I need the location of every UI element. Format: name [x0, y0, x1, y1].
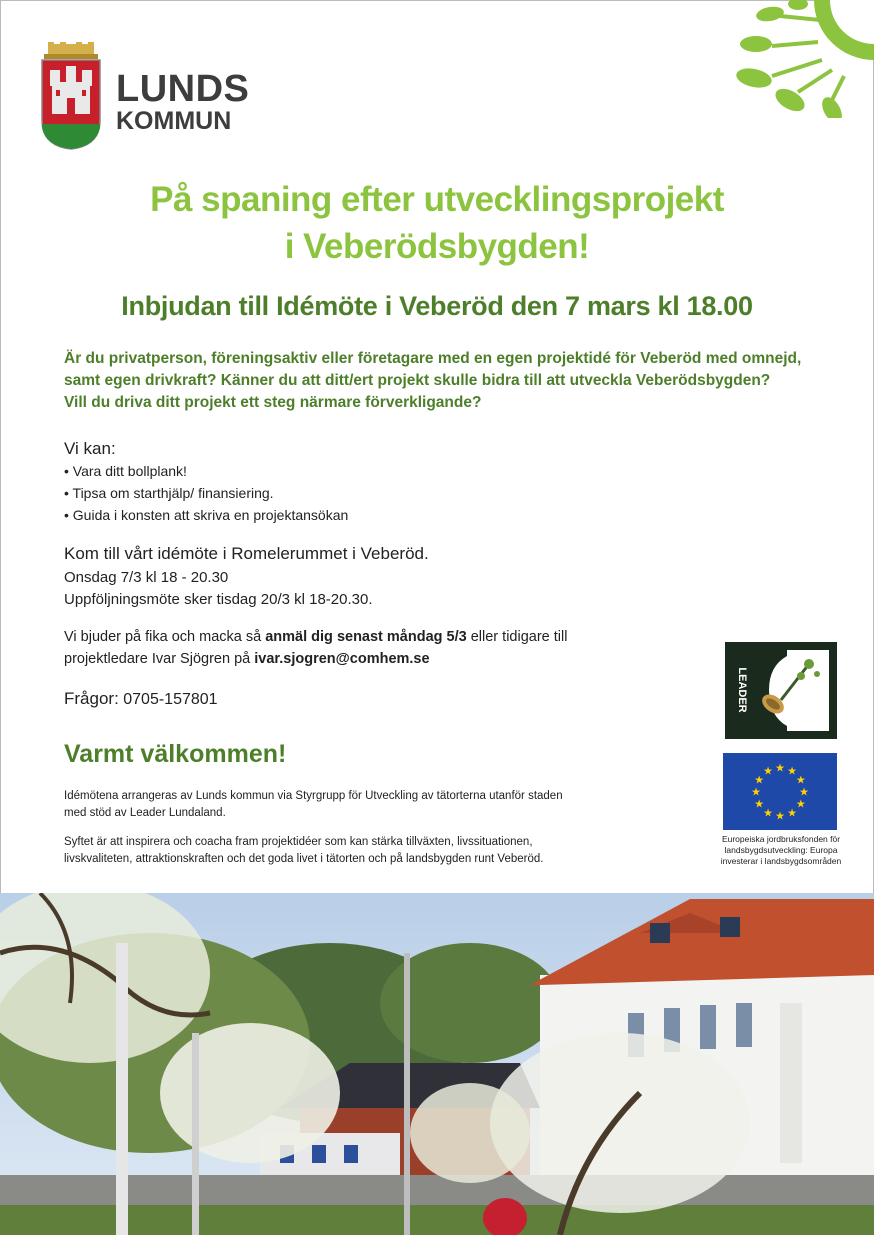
eu-star-icon: ★	[754, 774, 765, 787]
eu-caption-line: landsbygdsutveckling: Europa	[724, 845, 838, 855]
page-subtitle: Inbjudan till Idémöte i Veberöd den 7 mars kl 18.00	[121, 291, 753, 321]
eu-star-icon: ★	[795, 798, 806, 811]
questions-label: Frågor:	[64, 689, 119, 708]
eu-star-icon: ★	[763, 765, 773, 778]
intro-line: samt egen drivkraft? Känner du att ditt/ert projekt skulle bidra till att utveckla Veberödsbygden?	[64, 372, 771, 389]
registration-deadline: anmäl dig senast måndag 5/3	[265, 629, 467, 645]
eu-star-icon: ★	[775, 762, 785, 775]
bullet-list	[64, 460, 348, 526]
leader-logo-icon	[725, 642, 837, 739]
intro-paragraph	[64, 348, 844, 414]
eu-caption	[716, 834, 846, 867]
eu-caption-line: investerar i landsbygdsområden	[720, 856, 842, 866]
registration-paragraph	[64, 626, 664, 670]
intro-line: Vill du driva ditt projekt ett steg närmare förverkligande?	[64, 394, 482, 411]
phone-number: 0705-157801	[123, 691, 218, 708]
eu-star-icon: ★	[751, 786, 761, 799]
eu-star-icon: ★	[799, 786, 809, 799]
note-line: med stöd av Leader Lundaland.	[64, 807, 226, 819]
registration-text: projektledare Ivar Sjögren på	[64, 651, 255, 667]
list-item: • Tipsa om starthjälp/ finansiering.	[64, 485, 274, 501]
followup-date: Uppföljningsmöte sker tisdag 20/3 kl 18-20.30.	[64, 591, 373, 608]
list-item: • Guida i konsten att skriva en projektansökan	[64, 507, 349, 523]
eu-star-icon: ★	[787, 807, 797, 820]
meeting-date: Onsdag 7/3 kl 18 - 20.30	[64, 569, 229, 586]
logo-text-lunds: LUNDS	[116, 68, 250, 110]
note-line: Syftet är att inspirera och coacha fram projektidéer som kan stärka tillväxten, livssituationen,	[64, 836, 533, 848]
eu-star-icon: ★	[775, 810, 785, 823]
page-title	[60, 176, 814, 270]
leader-logo	[725, 642, 837, 739]
logo-text-kommun: KOMMUN	[116, 107, 232, 135]
title-line-1: På spaning efter utvecklingsprojekt	[150, 180, 724, 219]
intro-line: Är du privatperson, föreningsaktiv eller företagare med en egen projektidé för Veberöd med omnejd,	[64, 350, 802, 367]
purpose-note	[64, 834, 644, 868]
eu-star-icon: ★	[754, 798, 765, 811]
lunds-crest-icon	[40, 42, 102, 150]
eu-flag-icon	[723, 753, 837, 830]
eu-star-icon: ★	[763, 807, 773, 820]
lunds-kommun-logo	[40, 42, 255, 152]
registration-text: eller tidigare till	[466, 629, 568, 645]
welcome-heading: Varmt välkommen!	[64, 740, 287, 768]
leader-logo-text: LEADER	[736, 667, 748, 713]
list-item: • Vara ditt bollplank!	[64, 463, 187, 479]
eu-star-icon: ★	[787, 765, 797, 778]
contact-email-link[interactable]: ivar.sjogren@comhem.se	[254, 651, 430, 667]
veberod-photo	[0, 893, 874, 1235]
organizer-note	[64, 788, 644, 822]
questions-contact	[64, 688, 218, 711]
eu-caption-line: Europeiska jordbruksfonden för	[721, 834, 841, 844]
note-line: Idémötena arrangeras av Lunds kommun via Styrgrupp för Utveckling av tätorterna utanför staden	[64, 790, 563, 802]
registration-text: Vi bjuder på fika och macka så	[64, 629, 266, 645]
note-line: livskvaliteten, attraktionskraften och det goda livet i tätorten och på landsbygden runt Veberöd.	[64, 853, 544, 865]
title-line-2: i Veberödsbygden!	[284, 227, 590, 266]
eu-flag	[723, 753, 837, 830]
sun-decoration-icon	[728, 0, 874, 118]
vi-kan-heading: Vi kan:	[64, 439, 116, 458]
meeting-location: Kom till vårt idémöte i Romelerummet i Veberöd.	[64, 544, 429, 563]
photo-illustration	[0, 893, 874, 1235]
eu-star-icon: ★	[795, 774, 806, 787]
